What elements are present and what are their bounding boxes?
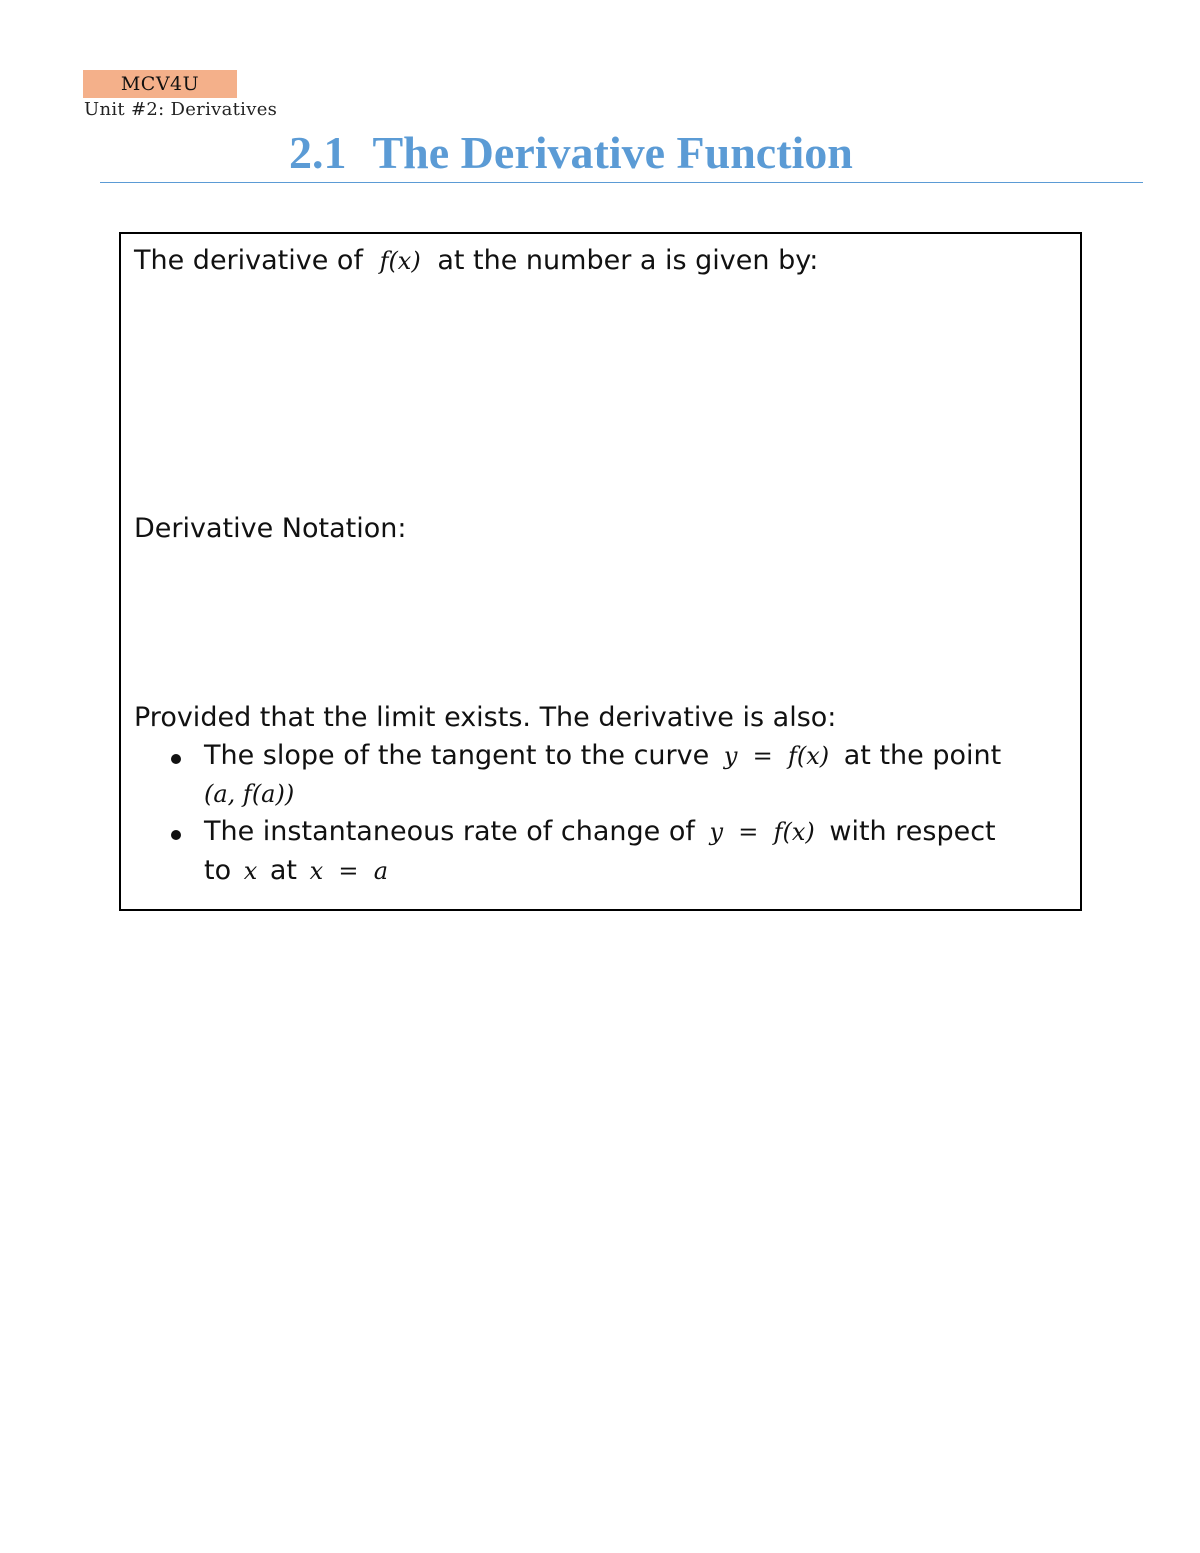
bullet-text: The slope of the tangent to the curve xyxy=(204,740,710,771)
definition-box xyxy=(119,232,1082,911)
bullet-text: The instantaneous rate of change of xyxy=(204,816,695,847)
bullet-dot xyxy=(171,830,181,840)
bullet-math: y = f(x) xyxy=(723,742,830,770)
definition-suffix: at the number a is given by: xyxy=(437,245,819,276)
page-title xyxy=(289,126,853,179)
provided-text: Provided that the limit exists. The derivative is also: xyxy=(134,702,837,733)
bullet-text: at xyxy=(269,855,297,886)
bullet-text: to xyxy=(204,855,232,886)
bullet-math: (a, f(a)) xyxy=(204,780,295,808)
bullet-rate-line1 xyxy=(204,816,996,847)
definition-prefix: The derivative of xyxy=(134,245,363,276)
page-title-text: The Derivative Function xyxy=(372,127,853,178)
title-divider xyxy=(100,182,1143,183)
notation-label: Derivative Notation: xyxy=(134,513,407,544)
course-code-badge: MCV4U xyxy=(83,70,237,98)
bullet-text: with respect xyxy=(829,816,996,847)
bullet-math: x xyxy=(243,857,258,885)
bullet-rate-line2 xyxy=(204,855,388,886)
bullet-slope-line1 xyxy=(204,740,1001,771)
page-title-number: 2.1 xyxy=(289,127,347,178)
bullet-dot xyxy=(171,754,181,764)
unit-label: Unit #2: Derivatives xyxy=(84,99,278,120)
derivative-definition-line xyxy=(134,245,818,276)
bullet-math: x = a xyxy=(309,857,389,885)
definition-function: f(x) xyxy=(379,247,421,275)
bullet-math: y = f(x) xyxy=(709,818,815,846)
bullet-slope-line2 xyxy=(204,778,294,809)
bullet-text: at the point xyxy=(843,740,1002,771)
